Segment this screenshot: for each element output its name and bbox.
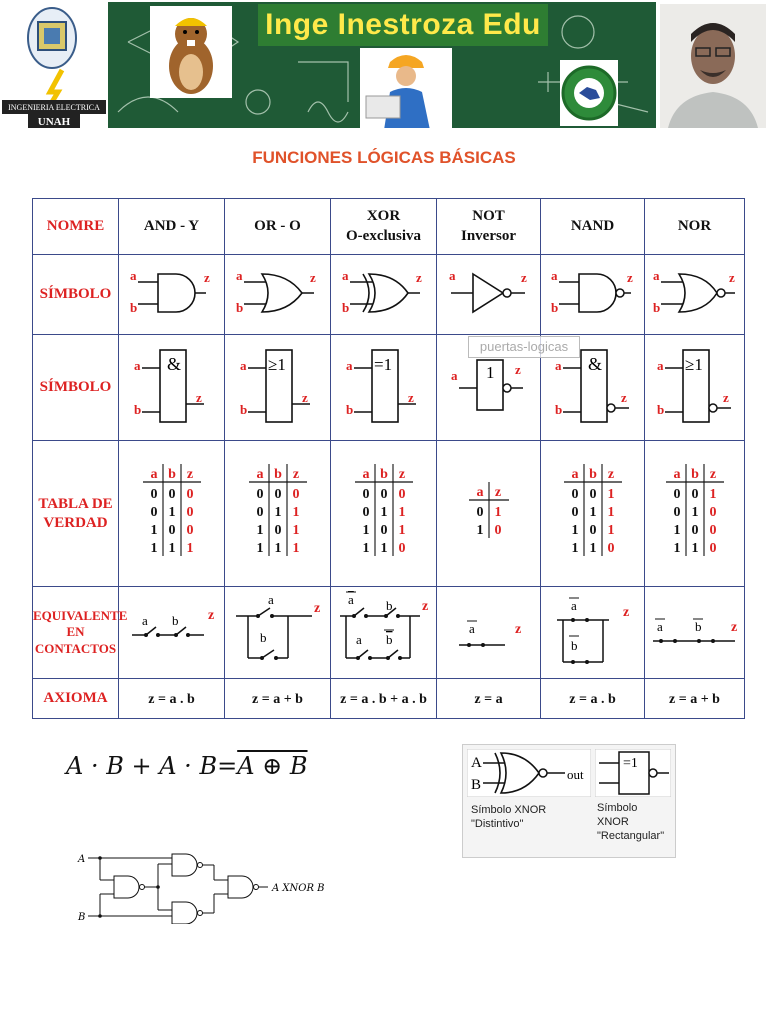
engineer-image bbox=[360, 48, 452, 128]
truth-cell: 1 bbox=[398, 523, 405, 538]
truth-cell: 1 bbox=[571, 541, 578, 556]
or-truth-table bbox=[245, 460, 311, 562]
or-iec-label: ≥1 bbox=[267, 355, 286, 374]
svg-text:z: z bbox=[728, 270, 735, 285]
svg-text:a: a bbox=[448, 268, 455, 283]
and-truth-table bbox=[139, 460, 205, 562]
svg-text:a: a bbox=[267, 592, 274, 607]
contacts-row bbox=[33, 587, 745, 679]
not-symbol-cell bbox=[437, 255, 541, 335]
truth-header: b bbox=[690, 467, 699, 482]
and-iec-label: & bbox=[166, 354, 181, 374]
truth-cell: 1 bbox=[274, 541, 281, 556]
header-not: NOT bbox=[472, 208, 505, 224]
truth-cell: 1 bbox=[494, 505, 501, 520]
truth-cell: 0 bbox=[186, 505, 193, 520]
svg-text:a: a bbox=[129, 268, 136, 283]
svg-text:a: a bbox=[239, 358, 246, 373]
svg-text:b: b bbox=[133, 402, 141, 417]
svg-text:a: a bbox=[652, 268, 659, 283]
svg-text:b: b bbox=[570, 638, 577, 653]
truth-cell: 0 bbox=[571, 505, 578, 520]
svg-text:a: a bbox=[468, 621, 475, 636]
svg-text:b: b bbox=[341, 300, 349, 315]
circuit-input-b: B bbox=[78, 912, 86, 923]
xor-gate-symbol bbox=[336, 260, 432, 324]
svg-text:z: z bbox=[195, 390, 202, 405]
truth-cell: 1 bbox=[607, 487, 614, 502]
nand-iec-label: & bbox=[587, 354, 602, 374]
truth-cell: 0 bbox=[168, 523, 175, 538]
svg-text:b: b bbox=[695, 619, 702, 634]
truth-header: z bbox=[398, 467, 405, 482]
row-label-truth: TABLA DE bbox=[38, 495, 113, 512]
xor-contacts-cell bbox=[331, 587, 437, 679]
svg-text:a: a bbox=[133, 358, 140, 373]
truth-cell: 0 bbox=[380, 523, 387, 538]
nor-truth-table bbox=[662, 460, 728, 562]
xnor-nand-circuit bbox=[76, 846, 336, 924]
circuit-input-a: A bbox=[78, 854, 86, 865]
caption-right-line1: Símbolo bbox=[597, 802, 638, 814]
svg-text:b: b bbox=[171, 613, 178, 628]
header-cell bbox=[645, 199, 745, 255]
truth-cell: 0 bbox=[691, 523, 698, 538]
xnor-rectangular-symbol bbox=[595, 749, 671, 797]
truth-header: z bbox=[709, 467, 716, 482]
header-and: AND - Y bbox=[143, 217, 200, 234]
row-label-contacts-3: CONTACTOS bbox=[34, 640, 117, 656]
not-truth-table bbox=[465, 478, 513, 544]
truth-cell: 1 bbox=[607, 523, 614, 538]
nand-gate-symbol bbox=[545, 260, 641, 324]
header-cell bbox=[331, 199, 437, 255]
unah-logo bbox=[2, 4, 106, 128]
nand-axiom-cell bbox=[541, 679, 645, 719]
truth-cell: 1 bbox=[150, 523, 157, 538]
svg-text:z: z bbox=[514, 362, 521, 377]
svg-text:a: a bbox=[570, 598, 577, 613]
nor-iec-cell bbox=[645, 335, 745, 441]
xnor-identity-formula: A · B + A · B=A ⊕ B bbox=[66, 752, 308, 780]
truth-table-row bbox=[33, 441, 745, 587]
and-axiom-cell bbox=[119, 679, 225, 719]
not-axiom-cell bbox=[437, 679, 541, 719]
truth-header: a bbox=[571, 467, 578, 482]
svg-text:z: z bbox=[421, 599, 428, 614]
xnor-distinctive-symbol bbox=[467, 749, 591, 797]
truth-cell: 1 bbox=[589, 541, 596, 556]
page-title: FUNCIONES LÓGICAS BÁSICAS bbox=[252, 148, 516, 167]
xor-iec-label: =1 bbox=[373, 355, 392, 374]
truth-cell: 1 bbox=[673, 523, 680, 538]
xor-truth-table bbox=[351, 460, 417, 562]
row-label-axiom: AXIOMA bbox=[43, 690, 108, 707]
svg-text:z: z bbox=[626, 270, 633, 285]
row-label-truth-2: VERDAD bbox=[43, 514, 108, 531]
truth-cell: 1 bbox=[476, 523, 483, 538]
truth-cell: 0 bbox=[380, 487, 387, 502]
row-label-cell bbox=[33, 587, 128, 679]
truth-cell: 0 bbox=[256, 505, 263, 520]
row-label-contacts-2: EN bbox=[66, 624, 85, 640]
nor-contacts-diagram bbox=[645, 595, 745, 665]
svg-text:z: z bbox=[207, 608, 214, 623]
xor-truth-cell bbox=[331, 441, 437, 587]
svg-text:a: a bbox=[141, 613, 148, 628]
logo-unah: UNAH bbox=[37, 116, 71, 128]
nand-contacts-cell bbox=[541, 587, 645, 679]
truth-cell: 1 bbox=[398, 505, 405, 520]
truth-cell: 1 bbox=[292, 523, 299, 538]
truth-cell: 0 bbox=[186, 523, 193, 538]
truth-cell: 0 bbox=[398, 487, 405, 502]
truth-cell: 0 bbox=[476, 505, 483, 520]
svg-text:b: b bbox=[385, 632, 392, 647]
or-iec-symbol bbox=[230, 340, 326, 430]
xnor-out-label: out bbox=[567, 767, 584, 782]
truth-cell: 1 bbox=[256, 523, 263, 538]
logic-gates-table bbox=[32, 198, 745, 719]
not-truth-cell bbox=[437, 441, 541, 587]
header-xor: XOR bbox=[366, 208, 401, 224]
nand-symbol-cell bbox=[541, 255, 645, 335]
header-cell bbox=[437, 199, 541, 255]
truth-cell: 0 bbox=[362, 505, 369, 520]
caption-left-line1: Símbolo XNOR bbox=[471, 804, 547, 816]
circuit-output-label: A XNOR B bbox=[272, 883, 325, 894]
truth-cell: 0 bbox=[691, 487, 698, 502]
or-truth-cell bbox=[225, 441, 331, 587]
or-contacts-diagram bbox=[228, 590, 328, 670]
truth-cell: 0 bbox=[494, 523, 501, 538]
truth-cell: 1 bbox=[691, 505, 698, 520]
truth-cell: 0 bbox=[673, 487, 680, 502]
header-cell bbox=[541, 199, 645, 255]
author-photo bbox=[660, 4, 766, 128]
truth-cell: 1 bbox=[292, 541, 299, 556]
truth-header: z bbox=[494, 485, 501, 500]
brand-title: Inge Inestroza Edu bbox=[258, 4, 548, 46]
truth-cell: 0 bbox=[274, 523, 281, 538]
header-not-sub: Inversor bbox=[461, 227, 516, 244]
svg-text:a: a bbox=[345, 358, 352, 373]
and-iec-symbol bbox=[124, 340, 220, 430]
truth-cell: 1 bbox=[150, 541, 157, 556]
nor-iec-label: ≥1 bbox=[684, 355, 703, 374]
xor-axiom: z = a . b + a . b bbox=[340, 691, 427, 707]
truth-header: a bbox=[476, 485, 483, 500]
nor-gate-symbol bbox=[647, 260, 743, 324]
svg-text:b: b bbox=[652, 300, 660, 315]
truth-cell: 0 bbox=[168, 487, 175, 502]
xnor-rectangular-caption bbox=[597, 801, 664, 843]
nor-axiom-cell bbox=[645, 679, 745, 719]
truth-cell: 0 bbox=[398, 541, 405, 556]
nor-truth-cell bbox=[645, 441, 745, 587]
truth-cell: 0 bbox=[256, 487, 263, 502]
xnor-distinctive-caption bbox=[471, 803, 546, 831]
symbol-row-rectangular bbox=[33, 335, 745, 441]
truth-header: a bbox=[150, 467, 157, 482]
svg-text:z: z bbox=[309, 270, 316, 285]
caption-right-line2: XNOR bbox=[597, 816, 629, 828]
svg-text:a: a bbox=[554, 358, 561, 373]
xnor-input-a: A bbox=[471, 755, 482, 771]
svg-text:b: b bbox=[345, 402, 353, 417]
svg-text:a: a bbox=[450, 368, 457, 383]
truth-cell: 1 bbox=[362, 541, 369, 556]
svg-text:b: b bbox=[656, 402, 664, 417]
svg-text:z: z bbox=[407, 390, 414, 405]
truth-cell: 1 bbox=[607, 505, 614, 520]
truth-cell: 1 bbox=[709, 487, 716, 502]
not-iec-label: 1 bbox=[485, 363, 494, 382]
row-label-contacts: EQUIVALENTE bbox=[33, 608, 128, 624]
logo-caption: INGENIERIA ELECTRICA bbox=[8, 103, 100, 112]
svg-text:z: z bbox=[620, 390, 627, 405]
svg-text:b: b bbox=[554, 402, 562, 417]
svg-text:a: a bbox=[235, 268, 242, 283]
truth-cell: 1 bbox=[362, 523, 369, 538]
truth-cell: 0 bbox=[589, 487, 596, 502]
svg-text:a: a bbox=[656, 358, 663, 373]
svg-text:b: b bbox=[385, 598, 392, 613]
truth-cell: 0 bbox=[673, 505, 680, 520]
truth-cell: 0 bbox=[709, 505, 716, 520]
svg-text:b: b bbox=[235, 300, 243, 315]
svg-text:b: b bbox=[129, 300, 137, 315]
xor-iec-symbol bbox=[336, 340, 432, 430]
truth-cell: 1 bbox=[256, 541, 263, 556]
truth-cell: 1 bbox=[274, 505, 281, 520]
truth-header: b bbox=[588, 467, 597, 482]
nor-symbol-cell bbox=[645, 255, 745, 335]
xor-symbol-cell bbox=[331, 255, 437, 335]
xor-axiom-cell bbox=[331, 679, 437, 719]
nand-contacts-diagram bbox=[543, 590, 643, 670]
caption-left-line2: "Distintivo" bbox=[471, 818, 524, 830]
formula-right: A ⊕ B bbox=[237, 752, 308, 780]
table-header-row bbox=[33, 199, 745, 255]
or-gate-symbol bbox=[230, 260, 326, 324]
truth-cell: 1 bbox=[292, 505, 299, 520]
header-nor: NOR bbox=[677, 217, 712, 234]
svg-text:b: b bbox=[239, 402, 247, 417]
header-xor-sub: O-exclusiva bbox=[346, 227, 421, 244]
and-axiom: z = a . b bbox=[148, 691, 195, 707]
svg-text:z: z bbox=[313, 601, 320, 616]
truth-header: a bbox=[673, 467, 680, 482]
truth-header: z bbox=[607, 467, 614, 482]
svg-text:z: z bbox=[520, 270, 527, 285]
truth-cell: 0 bbox=[607, 541, 614, 556]
svg-text:z: z bbox=[622, 605, 629, 620]
truth-cell: 1 bbox=[168, 505, 175, 520]
truth-cell: 0 bbox=[571, 487, 578, 502]
row-label-cell bbox=[33, 255, 119, 335]
beaver-mascot-image bbox=[150, 6, 232, 98]
truth-cell: 0 bbox=[709, 541, 716, 556]
not-gate-symbol bbox=[441, 260, 537, 324]
svg-text:z: z bbox=[301, 390, 308, 405]
svg-text:a: a bbox=[341, 268, 348, 283]
svg-text:a: a bbox=[550, 268, 557, 283]
formula-left: A · B + A · B bbox=[66, 752, 218, 780]
chalkboard-background bbox=[108, 2, 656, 128]
header-or: OR - O bbox=[254, 217, 301, 234]
watermark-label: puertas-logicas bbox=[468, 336, 580, 358]
header-name: NOMRE bbox=[46, 218, 105, 235]
truth-cell: 1 bbox=[691, 541, 698, 556]
caption-right-line3: "Rectangular" bbox=[597, 830, 665, 842]
truth-header: a bbox=[362, 467, 369, 482]
xor-contacts-diagram bbox=[334, 590, 434, 670]
nand-truth-cell bbox=[541, 441, 645, 587]
truth-cell: 1 bbox=[571, 523, 578, 538]
not-axiom: z = a bbox=[474, 691, 503, 707]
xnor-iec-label: =1 bbox=[623, 756, 638, 771]
svg-text:z: z bbox=[415, 270, 422, 285]
truth-header: a bbox=[256, 467, 263, 482]
xnor-symbols-panel bbox=[462, 744, 676, 858]
truth-cell: 1 bbox=[380, 541, 387, 556]
svg-text:z: z bbox=[203, 270, 210, 285]
truth-cell: 0 bbox=[150, 487, 157, 502]
truth-header: b bbox=[167, 467, 176, 482]
header-nand: NAND bbox=[570, 217, 615, 234]
row-label-symbol: SÍMBOLO bbox=[39, 379, 112, 396]
svg-text:a: a bbox=[657, 619, 663, 634]
truth-cell: 1 bbox=[673, 541, 680, 556]
and-iec-cell bbox=[119, 335, 225, 441]
axiom-row bbox=[33, 679, 745, 719]
xnor-input-b: B bbox=[471, 777, 482, 793]
truth-cell: 1 bbox=[186, 541, 193, 556]
truth-cell: 0 bbox=[150, 505, 157, 520]
header-cell bbox=[119, 199, 225, 255]
or-axiom: z = a + b bbox=[252, 691, 303, 707]
svg-text:z: z bbox=[514, 622, 521, 637]
row-label-symbol: SÍMBOLO bbox=[39, 286, 112, 303]
truth-header: b bbox=[273, 467, 282, 482]
not-contacts-diagram bbox=[439, 595, 539, 665]
row-label-cell bbox=[33, 679, 119, 719]
row-label-cell bbox=[33, 441, 119, 587]
and-gate-symbol bbox=[124, 260, 220, 324]
truth-cell: 0 bbox=[362, 487, 369, 502]
row-label-cell bbox=[33, 335, 119, 441]
truth-cell: 0 bbox=[709, 523, 716, 538]
truth-header: b bbox=[379, 467, 388, 482]
nand-axiom: z = a . b bbox=[569, 691, 616, 707]
header-cell bbox=[33, 199, 119, 255]
nor-contacts-cell bbox=[645, 587, 745, 679]
truth-header: z bbox=[292, 467, 299, 482]
truth-cell: 0 bbox=[186, 487, 193, 502]
or-iec-cell bbox=[225, 335, 331, 441]
truth-cell: 1 bbox=[168, 541, 175, 556]
nand-truth-table bbox=[560, 460, 626, 562]
nor-iec-symbol bbox=[647, 340, 743, 430]
svg-text:z: z bbox=[731, 620, 738, 635]
and-contacts-diagram bbox=[122, 595, 222, 665]
truth-cell: 1 bbox=[589, 505, 596, 520]
or-symbol-cell bbox=[225, 255, 331, 335]
not-contacts-cell bbox=[437, 587, 541, 679]
svg-text:b: b bbox=[259, 630, 266, 645]
symbol-row-distinctive bbox=[33, 255, 745, 335]
svg-text:a: a bbox=[347, 592, 354, 607]
header-cell bbox=[225, 199, 331, 255]
institute-seal bbox=[560, 60, 618, 126]
truth-cell: 0 bbox=[292, 487, 299, 502]
truth-header: z bbox=[186, 467, 193, 482]
header-banner bbox=[0, 0, 768, 132]
or-axiom-cell bbox=[225, 679, 331, 719]
or-contacts-cell bbox=[225, 587, 331, 679]
nor-axiom: z = a + b bbox=[669, 691, 720, 707]
xor-iec-cell bbox=[331, 335, 437, 441]
svg-text:b: b bbox=[550, 300, 558, 315]
truth-cell: 0 bbox=[274, 487, 281, 502]
svg-text:z: z bbox=[722, 390, 729, 405]
svg-text:a: a bbox=[355, 632, 362, 647]
and-contacts-cell bbox=[119, 587, 225, 679]
and-symbol-cell bbox=[119, 255, 225, 335]
truth-cell: 0 bbox=[589, 523, 596, 538]
truth-cell: 1 bbox=[380, 505, 387, 520]
and-truth-cell bbox=[119, 441, 225, 587]
